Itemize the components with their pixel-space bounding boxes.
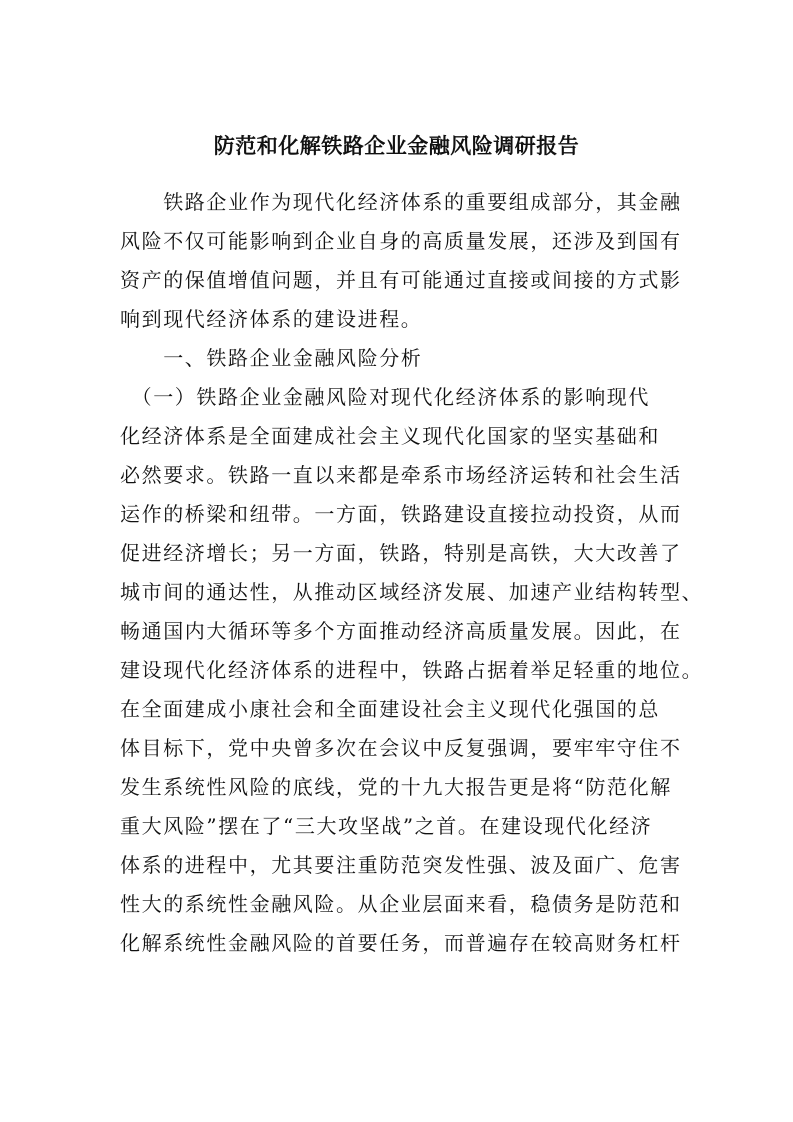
section-heading: 一、铁路企业金融风险分析	[120, 346, 423, 370]
subsection-heading: （一）铁路企业金融风险对现代化经济体系的影响现代	[120, 385, 650, 409]
body-line: 化经济体系是全面建成社会主义现代化国家的坚实基础和	[120, 424, 660, 448]
body-line: 在全面建成小康社会和全面建设社会主义现代化强国的总	[120, 697, 660, 721]
body-line: 铁路企业作为现代化经济体系的重要组成部分，其金融	[120, 190, 682, 214]
body-line: 体系的进程中，尤其要注重防范突发性强、波及面广、危害	[120, 853, 682, 877]
body-line: 风险不仅可能影响到企业自身的高质量发展，还涉及到国有	[120, 229, 682, 253]
body-line: 性大的系统性金融风险。从企业层面来看，稳债务是防范和	[120, 892, 682, 916]
body-line: 城市间的通达性，从推动区域经济发展、加速产业结构转型、	[120, 580, 704, 604]
body-line: 重大风险”摆在了“三大攻坚战”之首。在建设现代化经济	[120, 814, 653, 838]
body-line: 必然要求。铁路一直以来都是牵系市场经济运转和社会生活	[120, 463, 682, 487]
body-line: 运作的桥梁和纽带。一方面，铁路建设直接拉动投资，从而	[120, 502, 682, 526]
body-line: 响到现代经济体系的建设进程。	[120, 307, 423, 331]
body-line: 发生系统性风险的底线，党的十九大报告更是将“防范化解	[120, 775, 672, 799]
body-line: 化解系统性金融风险的首要任务，而普遍存在较高财务杠杆	[120, 931, 682, 955]
body-line: 资产的保值增值问题，并且有可能通过直接或间接的方式影	[120, 268, 682, 292]
document-title: 防范和化解铁路企业金融风险调研报告	[213, 133, 580, 158]
body-line: 促进经济增长；另一方面，铁路，特别是高铁，大大改善了	[120, 541, 682, 565]
body-line: 体目标下，党中央曾多次在会议中反复强调，要牢牢守住不	[120, 736, 682, 760]
body-line: 畅通国内大循环等多个方面推动经济高质量发展。因此，在	[120, 619, 682, 643]
body-line: 建设现代化经济体系的进程中，铁路占据着举足轻重的地位。	[120, 658, 704, 682]
